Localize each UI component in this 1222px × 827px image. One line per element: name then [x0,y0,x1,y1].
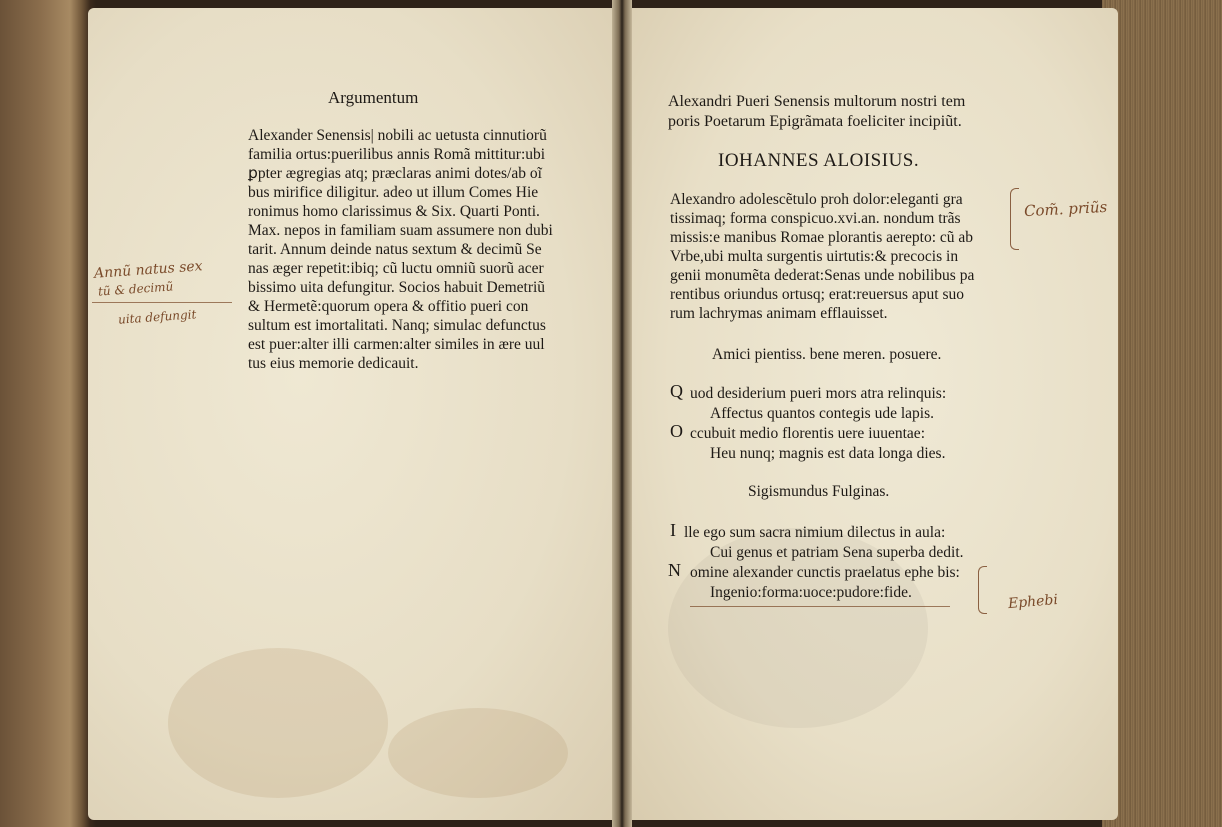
paragraph-line: rum lachrymas animam efflauisset. [670,305,888,322]
verse-line: uod desiderium pueri mors atra relinquis: [690,385,947,402]
author-heading: IOHANNES ALOISIUS. [718,150,920,171]
drop-initial: I [670,520,676,540]
paragraph-line: bus mirifice diligitur. adeo ut illum Comes Hie [248,184,539,201]
paragraph-line: missis:e manibus Romae plorantis aerepto: cũ ab [670,229,974,246]
verse-line: Cui genus et patriam Sena superba dedit. [710,544,964,561]
paragraph-line: tissimaq; forma conspicuo.xvi.an. nondum trãs [670,210,961,227]
dedication-line: Amici pientiss. bene meren. posuere. [712,346,942,363]
argumentum-heading: Argumentum [328,88,419,107]
paragraph-line: & Hermetẽ:quorum opera & offitio pueri con [248,298,529,315]
paragraph-line: rentibus oriundus ortusq; erat:reuersus aput suo [670,286,965,303]
water-stain [168,648,388,798]
paragraph-line: tus eius memorie dedicauit. [248,355,419,372]
drop-initial: Q [670,381,683,401]
verse-line: omine alexander cunctis praelatus ephe bis: [690,564,960,581]
paragraph-line: Max. nepos in familiam suam assumere non dubi [248,222,553,239]
paragraph-line: familia ortus:puerilibus annis Romã mittitur:ubi [248,146,546,163]
annotation-line: Annũ natus sex [93,258,204,282]
drop-initial: N [668,560,681,580]
verse-line: lle ego sum sacra nimium dilectus in aula: [684,524,946,541]
book-gutter [612,0,632,827]
paragraph-line: nas æger repetit:ibiq; cũ luctu omniũ suorũ acer [248,260,544,277]
paragraph-line: bissimo uita defungitur. Socios habuit Demetriũ [248,279,546,296]
verse-line: Heu nunq; magnis est data longa dies. [710,445,946,462]
drop-initial: O [670,421,683,441]
collection-title-line: poris Poetarum Epigrãmata foeliciter incipiũt. [668,113,962,130]
paragraph-line: ronimus homo clarissimus & Six. Quarti Ponti. [248,203,540,220]
margin-bracket [1010,188,1019,250]
paragraph-line: Alexander Senensis| nobili ac uetusta cinnutiorũ [248,127,547,144]
collection-title-line: Alexandri Pueri Senensis multorum nostri tem [668,93,966,110]
annotation-rule [92,302,232,303]
margin-bracket [978,566,987,614]
margin-annotation: Com̃. priũs [1023,197,1108,221]
margin-annotation: Ephebi [1007,591,1059,613]
paragraph-line: est puer:alter illi carmen:alter similes in ære uul [248,336,545,353]
annotation-line: tũ & decimũ [97,279,174,299]
poem-two-heading: Sigismundus Fulginas. [748,483,890,500]
annotation-line: uita defungit [117,307,197,327]
underline-rule [690,606,950,607]
paragraph-line: genii monumẽta dederat:Senas unde nobilibus pa [670,267,975,284]
paragraph-line: sultum est imortalitati. Nanq; simulac defunctus [248,317,546,334]
paragraph-line: tarit. Annum deinde natus sextum & decimũ Se [248,241,542,258]
verse-line: Ingenio:forma:uoce:pudore:fide. [710,584,912,601]
paragraph-line: Vrbe,ubi multa surgentis uirtutis:& precocis in [670,248,959,265]
paragraph-line: ꝑpter ægregias atq; præclaras animi dotes/ab oĩ [248,165,542,182]
water-stain [388,708,568,798]
paragraph-line: Alexandro adolescẽtulo proh dolor:eleganti gra [670,191,963,208]
verse-line: Affectus quantos contegis ude lapis. [710,405,934,422]
right-fore-edge [1102,0,1222,827]
verse-line: ccubuit medio florentis uere iuuentae: [690,425,925,442]
